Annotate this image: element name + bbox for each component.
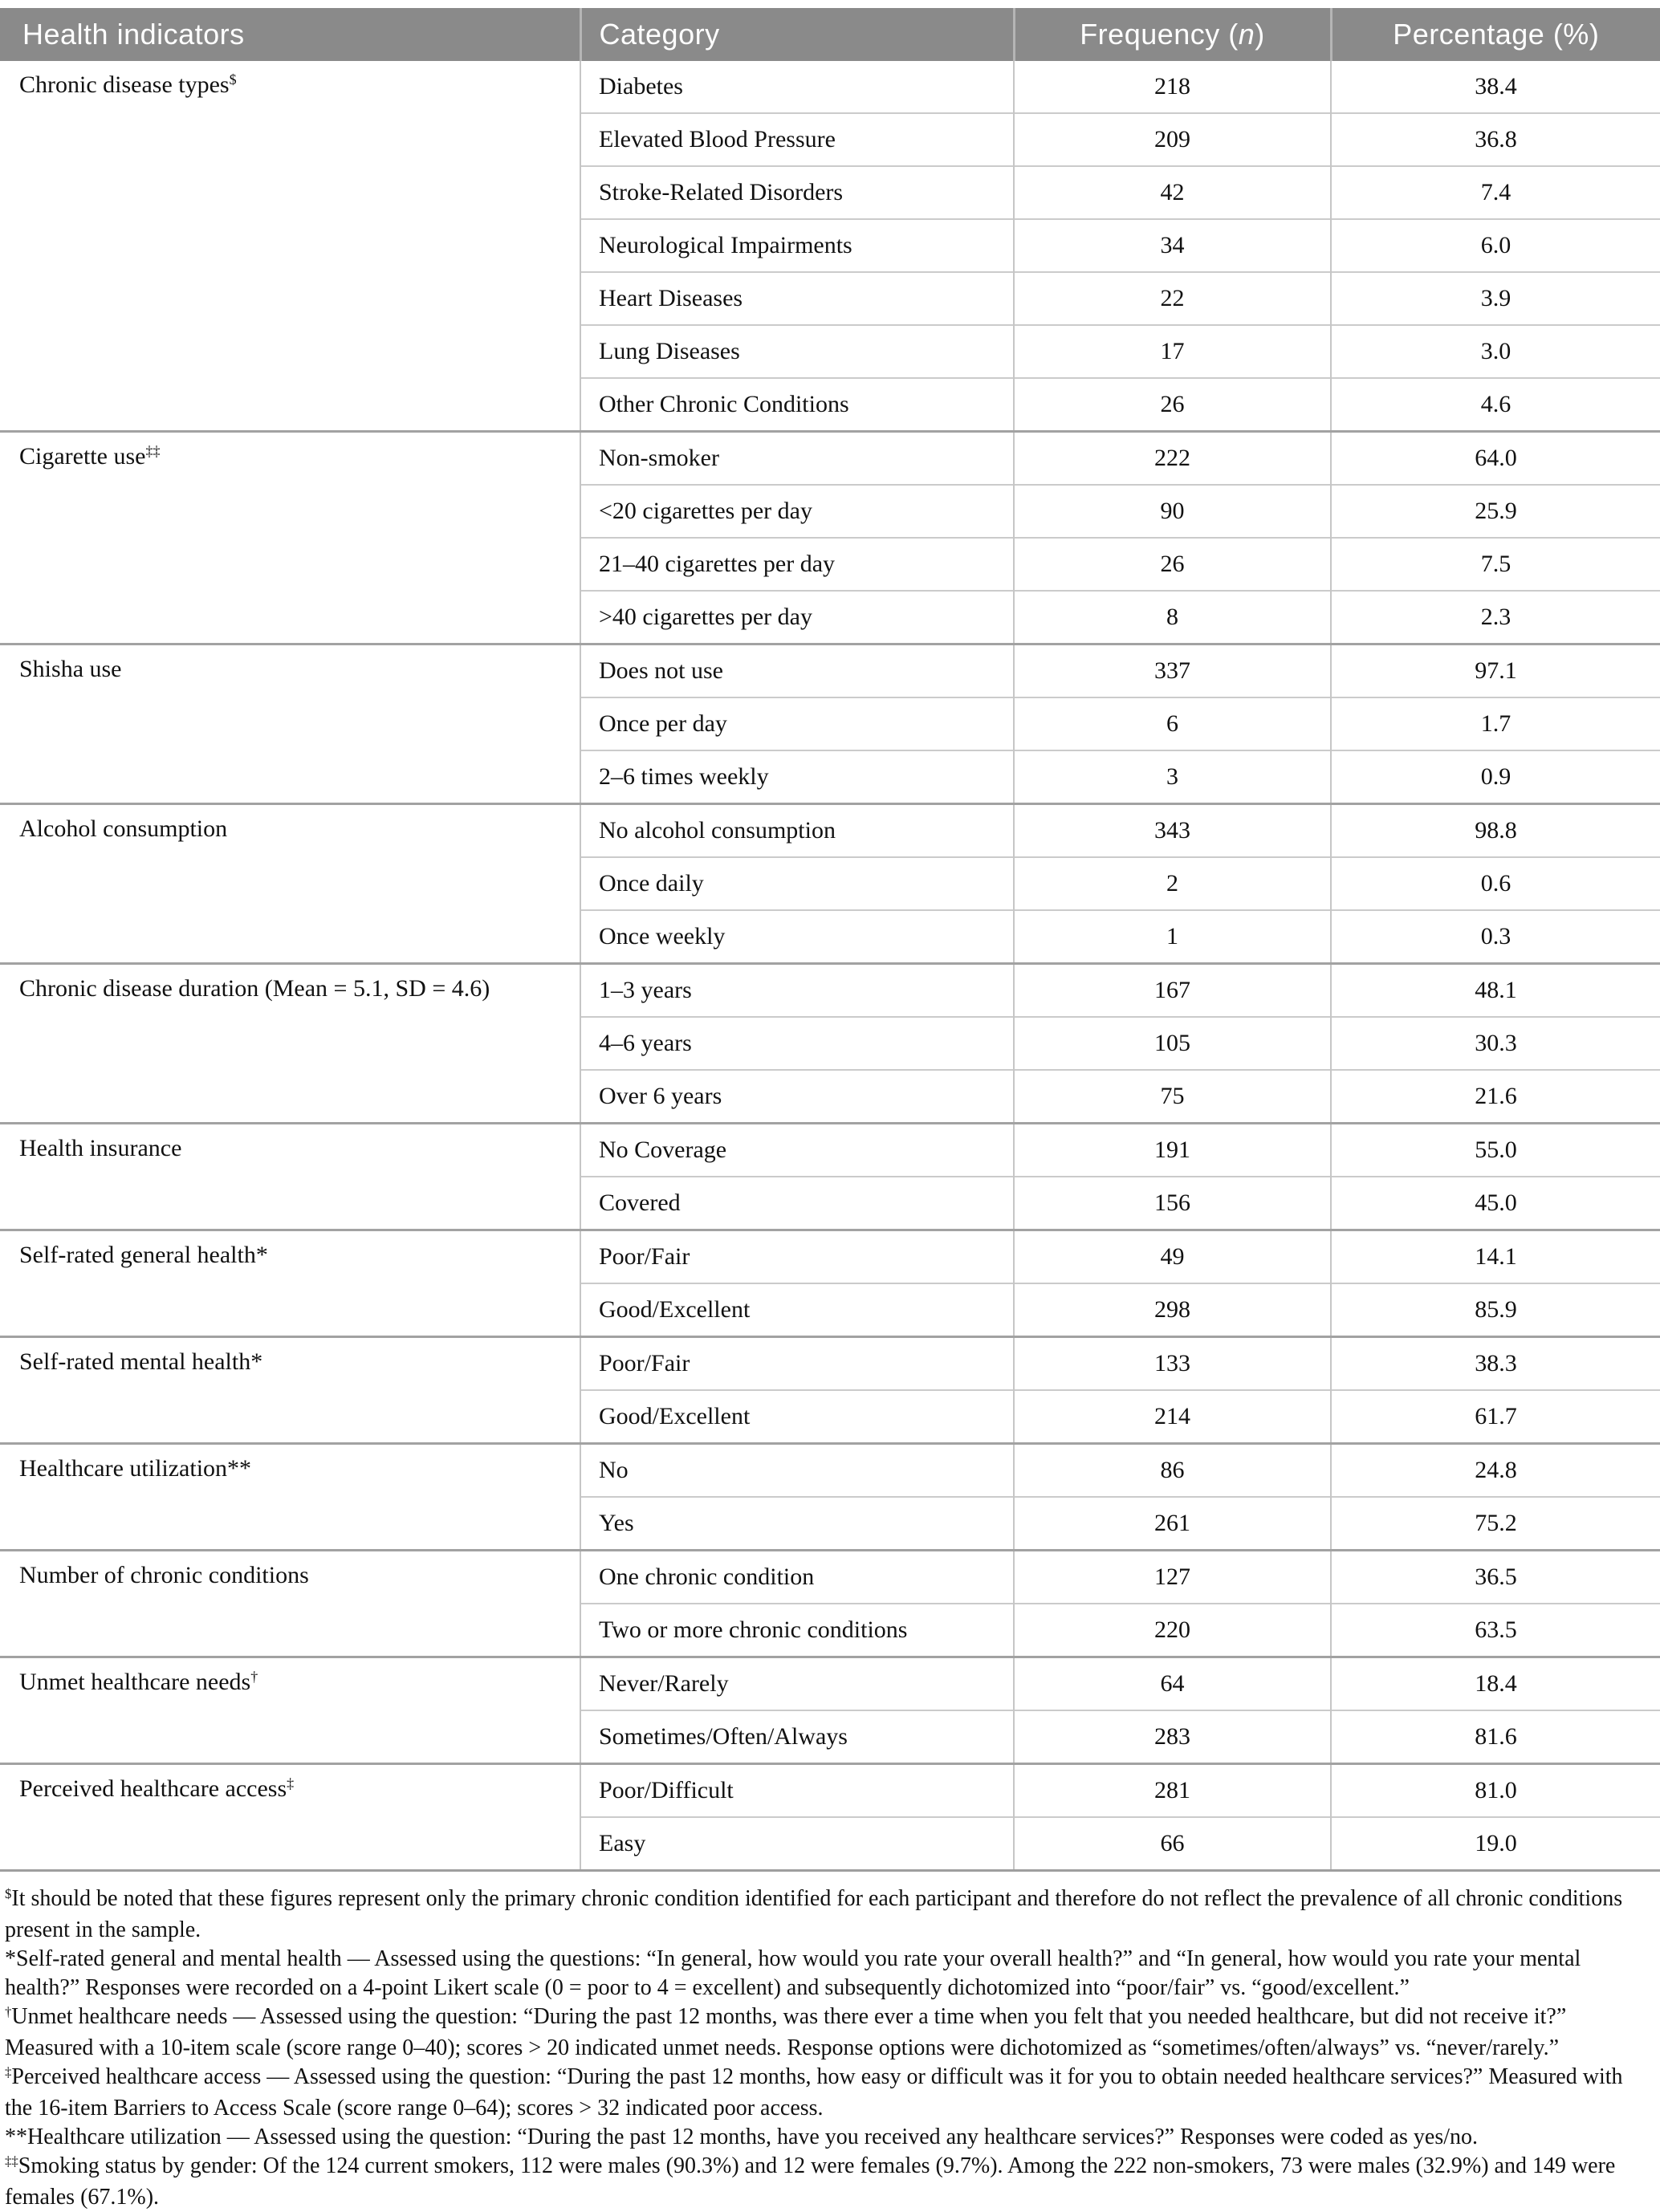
category-cell: Non-smoker [580,432,1014,486]
header-row [0,8,1660,61]
category-cell: Once per day [580,697,1014,750]
footnote-marker: * [5,1946,16,1971]
percentage-cell: 4.6 [1331,378,1660,432]
frequency-cell: 42 [1014,166,1331,219]
header-frequency-suffix: ) [1255,18,1265,51]
percentage-cell: 55.0 [1331,1124,1660,1177]
category-cell: 21–40 cigarettes per day [580,538,1014,591]
header-frequency-prefix: Frequency ( [1080,18,1239,51]
indicator-footnote-marker: ‡‡ [145,443,161,460]
indicator-label: Number of chronic conditions [19,1562,309,1588]
table-row [0,1444,1660,1498]
percentage-cell: 21.6 [1331,1070,1660,1124]
table-row [0,804,1660,858]
indicator-cell [0,432,580,644]
category-cell: Lung Diseases [580,325,1014,378]
frequency-cell: 218 [1014,61,1331,113]
frequency-cell: 49 [1014,1230,1331,1284]
frequency-cell: 64 [1014,1657,1331,1711]
indicator-cell [0,61,580,432]
indicator-cell [0,1124,580,1230]
percentage-cell: 3.0 [1331,325,1660,378]
header-percentage: Percentage (%) [1331,8,1660,61]
category-cell: 1–3 years [580,964,1014,1018]
frequency-cell: 156 [1014,1177,1331,1230]
percentage-cell: 7.4 [1331,166,1660,219]
category-cell: Never/Rarely [580,1657,1014,1711]
category-cell: No Coverage [580,1124,1014,1177]
table-row [0,644,1660,698]
footnote-marker: ‡‡ [5,2153,18,2169]
frequency-cell: 261 [1014,1497,1331,1551]
category-cell: Heart Diseases [580,272,1014,325]
category-cell: Neurological Impairments [580,219,1014,272]
footnote-text: Self-rated general and mental health — Assessed using the questions: “In general, how would you rate your overall health?” and “In general, how would you rate your mental health?” Responses were recorded on a 4-point Likert scale (0 = poor to 4 = excellent) and subsequently dichotomized into “poor/fair” vs. “good/excellent.” [5,1946,1581,2000]
frequency-cell: 2 [1014,857,1331,910]
category-cell: 2–6 times weekly [580,750,1014,804]
percentage-cell: 0.9 [1331,750,1660,804]
indicator-label: Alcohol consumption [19,815,228,842]
category-cell: Poor/Fair [580,1230,1014,1284]
frequency-cell: 3 [1014,750,1331,804]
indicator-label: Healthcare utilization** [19,1455,252,1482]
table-row [0,432,1660,486]
indicator-label: Self-rated general health* [19,1242,268,1268]
frequency-cell: 22 [1014,272,1331,325]
percentage-cell: 81.6 [1331,1710,1660,1764]
category-cell: Diabetes [580,61,1014,113]
indicator-label: Health insurance [19,1135,182,1161]
table-row [0,964,1660,1018]
percentage-cell: 38.4 [1331,61,1660,113]
footnote-marker: † [5,2003,12,2019]
frequency-cell: 26 [1014,378,1331,432]
table-row [0,1657,1660,1711]
category-cell: <20 cigarettes per day [580,485,1014,538]
percentage-cell: 81.0 [1331,1764,1660,1818]
percentage-cell: 63.5 [1331,1604,1660,1657]
frequency-cell: 26 [1014,538,1331,591]
frequency-cell: 66 [1014,1817,1331,1871]
percentage-cell: 25.9 [1331,485,1660,538]
table-body [0,61,1660,1871]
indicator-cell [0,1230,580,1337]
category-cell: No [580,1444,1014,1498]
percentage-cell: 97.1 [1331,644,1660,698]
indicator-label: Cigarette use [19,443,146,470]
category-cell: Other Chronic Conditions [580,378,1014,432]
table-row [0,1124,1660,1177]
percentage-cell: 45.0 [1331,1177,1660,1230]
indicator-cell [0,1337,580,1444]
indicator-label: Shisha use [19,656,122,682]
frequency-cell: 6 [1014,697,1331,750]
frequency-cell: 283 [1014,1710,1331,1764]
percentage-cell: 2.3 [1331,591,1660,644]
percentage-cell: 14.1 [1331,1230,1660,1284]
indicator-cell [0,1551,580,1657]
frequency-cell: 343 [1014,804,1331,858]
percentage-cell: 1.7 [1331,697,1660,750]
footnote-marker: $ [5,1885,12,1901]
frequency-cell: 75 [1014,1070,1331,1124]
percentage-cell: 38.3 [1331,1337,1660,1391]
percentage-cell: 61.7 [1331,1390,1660,1444]
category-cell: Once daily [580,857,1014,910]
footnotes [0,1872,1660,2212]
indicator-footnote-marker: ‡ [287,1775,295,1792]
percentage-cell: 0.6 [1331,857,1660,910]
frequency-cell: 8 [1014,591,1331,644]
table-row [0,61,1660,113]
percentage-cell: 18.4 [1331,1657,1660,1711]
footnote [5,1885,1654,1945]
indicator-cell [0,964,580,1124]
indicator-label: Unmet healthcare needs [19,1669,251,1695]
footnote-text: Perceived healthcare access — Assessed using the question: “During the past 12 months, how easy or difficult was it for you to obtain needed healthcare services?” Measured with the 16-item Barriers to Access Scale (score range 0–64); scores > 32 indicated poor access. [5,2064,1623,2121]
category-cell: Over 6 years [580,1070,1014,1124]
category-cell: Two or more chronic conditions [580,1604,1014,1657]
header-category: Category [580,8,1014,61]
percentage-cell: 75.2 [1331,1497,1660,1551]
percentage-cell: 30.3 [1331,1017,1660,1070]
indicator-cell [0,1444,580,1551]
indicator-footnote-marker: $ [229,71,237,88]
indicator-footnote-marker: † [250,1669,258,1685]
indicator-cell [0,1764,580,1871]
indicator-label: Chronic disease duration (Mean = 5.1, SD = 4.6) [19,975,490,1002]
table-header [0,8,1660,61]
category-cell: Sometimes/Often/Always [580,1710,1014,1764]
frequency-cell: 86 [1014,1444,1331,1498]
category-cell: Once weekly [580,910,1014,964]
percentage-cell: 98.8 [1331,804,1660,858]
indicator-label: Self-rated mental health* [19,1348,263,1375]
frequency-cell: 34 [1014,219,1331,272]
frequency-cell: 90 [1014,485,1331,538]
frequency-cell: 209 [1014,113,1331,166]
header-frequency-n: n [1238,18,1255,51]
footnote-marker: ** [5,2125,27,2149]
category-cell: Stroke-Related Disorders [580,166,1014,219]
frequency-cell: 281 [1014,1764,1331,1818]
category-cell: 4–6 years [580,1017,1014,1070]
category-cell: No alcohol consumption [580,804,1014,858]
footnote [5,2003,1654,2063]
category-cell: Good/Excellent [580,1390,1014,1444]
category-cell: Good/Excellent [580,1283,1014,1337]
indicator-label: Chronic disease types [19,71,230,98]
footnote-text: Smoking status by gender: Of the 124 current smokers, 112 were males (90.3%) and 12 were females (9.7%). Among the 222 non-smokers, 73 were males (32.9%) and 149 were females (67.1%). [5,2153,1616,2210]
percentage-cell: 7.5 [1331,538,1660,591]
footnote-text: It should be noted that these figures represent only the primary chronic condition identified for each participant and therefore do not reflect the prevalence of all chronic conditions present in the sample. [5,1886,1623,1942]
frequency-cell: 222 [1014,432,1331,486]
category-cell: Poor/Fair [580,1337,1014,1391]
percentage-cell: 6.0 [1331,219,1660,272]
percentage-cell: 64.0 [1331,432,1660,486]
percentage-cell: 3.9 [1331,272,1660,325]
table-row [0,1337,1660,1391]
indicator-cell [0,1657,580,1764]
category-cell: Easy [580,1817,1014,1871]
frequency-cell: 1 [1014,910,1331,964]
footnote-text: Healthcare utilization — Assessed using the question: “During the past 12 months, have you received any healthcare services?” Responses were coded as yes/no. [27,2125,1479,2149]
indicator-cell [0,804,580,964]
header-health-indicators: Health indicators [0,8,580,61]
footnote-marker: ‡ [5,2064,12,2080]
frequency-cell: 17 [1014,325,1331,378]
indicator-label: Perceived healthcare access [19,1775,287,1802]
header-frequency [1014,8,1331,61]
category-cell: Poor/Difficult [580,1764,1014,1818]
category-cell: >40 cigarettes per day [580,591,1014,644]
footnote [5,2063,1654,2123]
percentage-cell: 36.5 [1331,1551,1660,1604]
footnote [5,2152,1654,2212]
category-cell: Elevated Blood Pressure [580,113,1014,166]
percentage-cell: 48.1 [1331,964,1660,1018]
frequency-cell: 214 [1014,1390,1331,1444]
percentage-cell: 24.8 [1331,1444,1660,1498]
frequency-cell: 298 [1014,1283,1331,1337]
frequency-cell: 105 [1014,1017,1331,1070]
category-cell: Does not use [580,644,1014,698]
frequency-cell: 220 [1014,1604,1331,1657]
frequency-cell: 167 [1014,964,1331,1018]
frequency-cell: 191 [1014,1124,1331,1177]
percentage-cell: 36.8 [1331,113,1660,166]
frequency-cell: 337 [1014,644,1331,698]
percentage-cell: 0.3 [1331,910,1660,964]
table-row [0,1230,1660,1284]
footnote [5,2123,1654,2152]
indicator-cell [0,644,580,804]
health-indicators-table [0,8,1660,1872]
category-cell: Covered [580,1177,1014,1230]
category-cell: One chronic condition [580,1551,1014,1604]
category-cell: Yes [580,1497,1014,1551]
table-row [0,1764,1660,1818]
percentage-cell: 19.0 [1331,1817,1660,1871]
table-row [0,1551,1660,1604]
footnote [5,1945,1654,2003]
frequency-cell: 127 [1014,1551,1331,1604]
percentage-cell: 85.9 [1331,1283,1660,1337]
footnote-text: Unmet healthcare needs — Assessed using the question: “During the past 12 months, was there ever a time when you felt that you needed healthcare, but did not receive it?” Measured with a 10-item scale (score range 0–40); scores > 20 indicated unmet needs. Response options were dichotomized as “sometimes/often/always” vs. “never/rarely.” [5,2004,1567,2060]
frequency-cell: 133 [1014,1337,1331,1391]
